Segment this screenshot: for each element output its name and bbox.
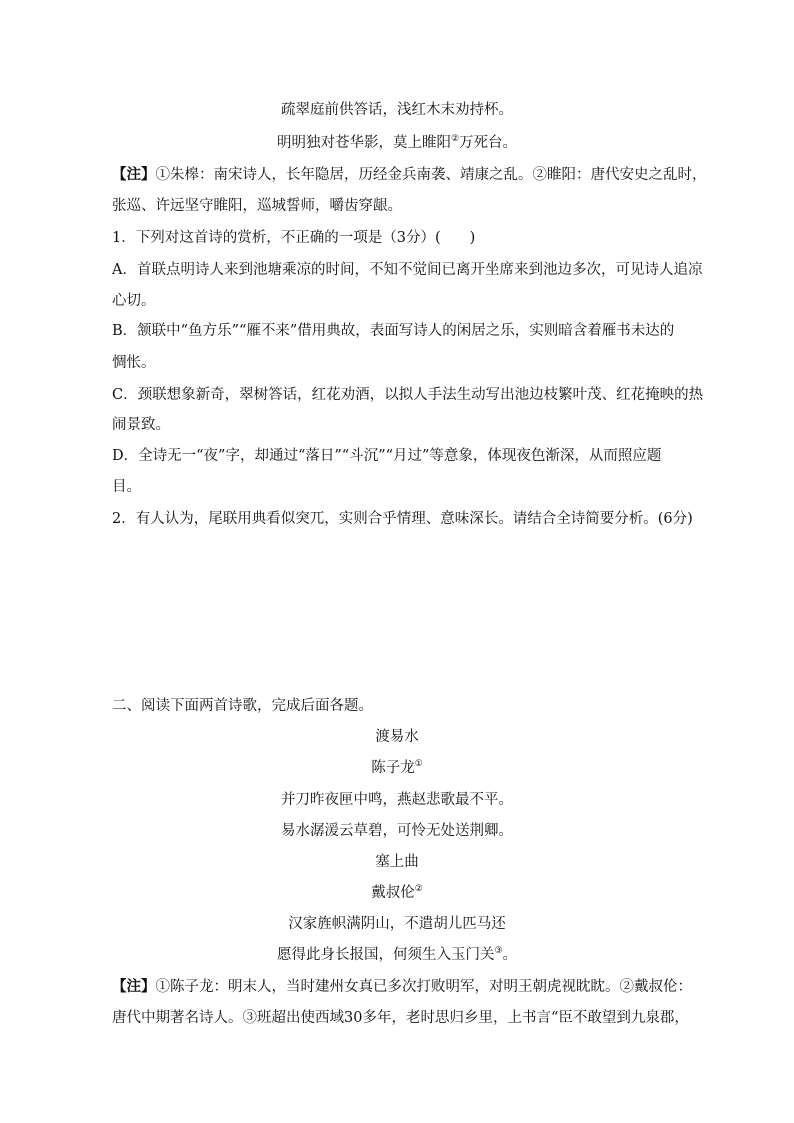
poemB-line2-end: 。 (502, 947, 518, 963)
section2-heading: 二、阅读下面两首诗歌，完成后面各题。 (112, 698, 373, 714)
poemB-line1: 汉家旌帜满阴山，不遣胡儿匹马还 (288, 916, 506, 932)
poem1-line4 (0, 133, 794, 153)
note1-text: ①朱槔：南宋诗人，长年隐居，历经金兵南袭、靖康之乱。②睢阳：唐代安史之乱时， (155, 167, 707, 183)
poemA-title: 渡易水 (375, 729, 419, 745)
poem1-line4-text: 明明独对苍华影，莫上睢阳 (276, 135, 451, 151)
poem1-line3: 疏翠庭前供答话，浅红木末劝持杯。 (281, 102, 513, 118)
note2-line1 (112, 977, 692, 997)
question1-option-a: A．首联点明诗人来到池塘乘凉的时间，不知不觉间已离开坐席来到池边多次，可见诗人追凉 (112, 262, 703, 278)
note1-line2: 张巡、许远坚守睢阳，巡城誓师，嚼齿穿龈。 (112, 198, 402, 214)
question1-option-d-cont: 目。 (112, 479, 141, 495)
poemB-line2-text: 愿得此身长报国，何须生入玉门关 (276, 947, 495, 963)
question1-option-c: C．颈联想象新奇，翠树答话，红花劝酒，以拟人手法生动写出池边枝繁叶茂、红花掩映的热 (112, 387, 704, 403)
poemB-line2 (0, 945, 794, 965)
footnote-mark-1: ① (414, 759, 423, 770)
footnote-mark-2b: ② (414, 884, 423, 895)
question1-option-b: B．颔联中“鱼方乐”“雁不来”借用典故，表面写诗人的闲居之乐，实则暗含着雁书未达的 (112, 323, 675, 339)
footnote-mark-2: ② (450, 134, 460, 145)
poemA-author (0, 758, 794, 778)
question2-stem: 2．有人认为，尾联用典看似突兀，实则合乎情理、意味深长。请结合全诗简要分析。(6分) (112, 511, 693, 527)
question1-option-a-cont: 心切。 (112, 293, 156, 309)
poem1-line4-text-end: 万死台。 (459, 135, 518, 151)
poemB-title: 塞上曲 (375, 854, 419, 870)
footnote-mark-3: ③ (494, 946, 503, 957)
poemB-author-name: 戴叔伦 (371, 885, 415, 901)
question1-option-c-cont: 闹景致。 (112, 417, 170, 433)
question1-option-d: D．全诗无一“夜”字，却通过“落日”“斗沉”“月过”等意象，体现夜色渐深，从而照应题 (112, 448, 662, 464)
poemA-author-name: 陈子龙 (371, 760, 415, 776)
poemA-line2: 易水潺湲云草碧，可怜无处送荆卿。 (281, 823, 513, 839)
note-label: 【注】 (112, 166, 156, 183)
note1-line1 (112, 165, 707, 185)
note2-label: 【注】 (112, 978, 156, 995)
poemB-author (0, 883, 794, 903)
question1-stem: 1．下列对这首诗的赏析，不正确的一项是（3分）( ) (112, 230, 476, 246)
question1-option-b-cont: 惆怅。 (112, 355, 156, 371)
poemA-line1: 并刀昨夜匣中鸣，燕赵悲歌最不平。 (281, 792, 513, 808)
note2-text: ①陈子龙：明末人，当时建州女真已多次打败明军，对明王朝虎视眈眈。②戴叔伦： (155, 979, 692, 995)
note2-line2: 唐代中期著名诗人。③班超出使西域30多年，老时思归乡里，上书言“臣不敢望到九泉郡， (112, 1010, 689, 1026)
